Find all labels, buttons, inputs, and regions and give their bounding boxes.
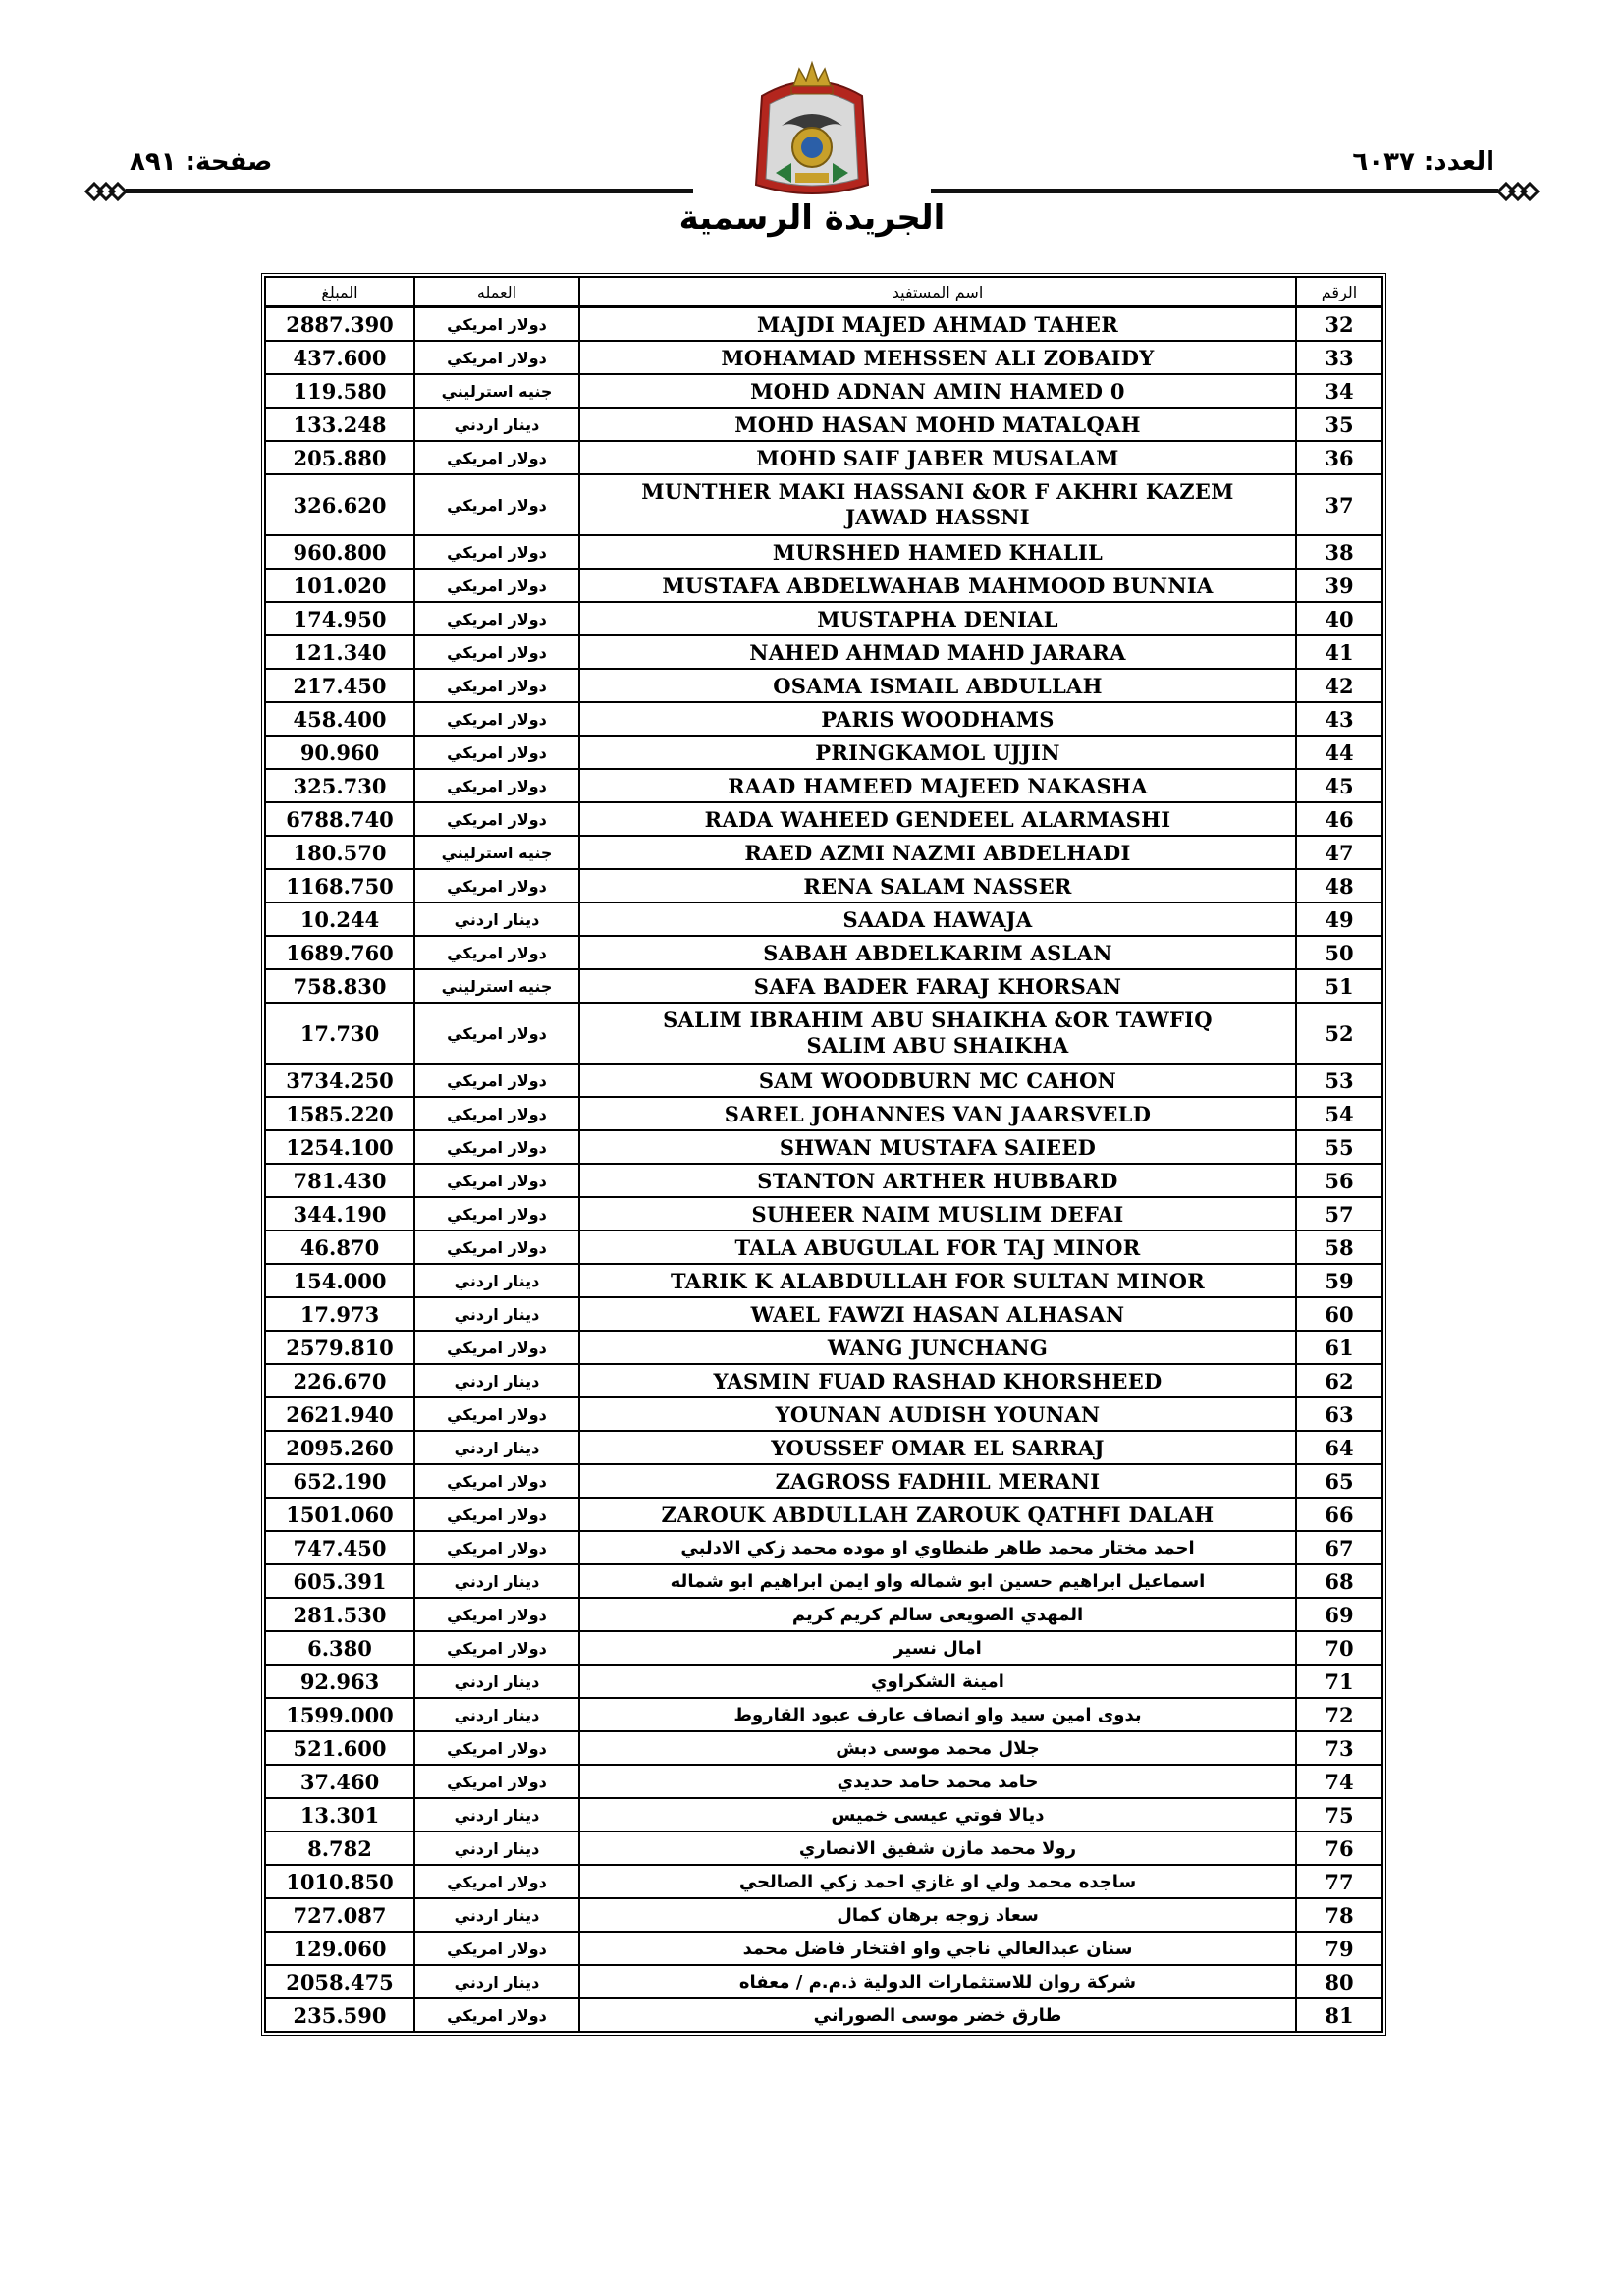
table-row (265, 1965, 1382, 1998)
amount-cell: 2887.390 (265, 307, 414, 341)
beneficiary-name-cell: RENA SALAM NASSER (579, 869, 1296, 902)
currency-cell: دينار اردني (414, 1898, 579, 1932)
row-number-cell: 59 (1296, 1264, 1382, 1297)
beneficiary-name-cell: MOHD ADNAN AMIN HAMED 0 (579, 374, 1296, 408)
row-number-cell: 77 (1296, 1865, 1382, 1898)
table-row (265, 1331, 1382, 1364)
beneficiary-name-cell: MUSTAPHA DENIAL (579, 602, 1296, 635)
row-number-cell: 35 (1296, 408, 1382, 441)
table-row (265, 1765, 1382, 1798)
amount-cell: 13.301 (265, 1798, 414, 1831)
currency-cell: دينار اردني (414, 1364, 579, 1397)
beneficiary-name-cell: MAJDI MAJED AHMAD TAHER (579, 307, 1296, 341)
beneficiary-name-cell: بدوى امين سيد واو انصاف عارف عبود القاروط (579, 1698, 1296, 1731)
currency-cell: دولار امريكي (414, 474, 579, 535)
table-row (265, 936, 1382, 969)
row-number-cell: 60 (1296, 1297, 1382, 1331)
row-number-cell: 54 (1296, 1097, 1382, 1130)
amount-cell: 46.870 (265, 1230, 414, 1264)
table-row (265, 1431, 1382, 1464)
row-number-cell: 48 (1296, 869, 1382, 902)
currency-cell: دولار امريكي (414, 1164, 579, 1197)
amount-cell: 344.190 (265, 1197, 414, 1230)
row-number-cell: 49 (1296, 902, 1382, 936)
table-row (265, 1364, 1382, 1397)
issue-number: العدد: ٦٠٣٧ (1352, 147, 1494, 177)
amount-cell: 205.880 (265, 441, 414, 474)
amount-cell: 521.600 (265, 1731, 414, 1765)
column-header-amount: المبلغ (265, 277, 414, 307)
beneficiary-name-cell: سنان عبدالعالي ناجي واو افتخار فاضل محمد (579, 1932, 1296, 1965)
row-number-cell: 64 (1296, 1431, 1382, 1464)
row-number-cell: 50 (1296, 936, 1382, 969)
row-number-cell: 52 (1296, 1003, 1382, 1064)
currency-cell: دولار امريكي (414, 1464, 579, 1498)
row-number-cell: 66 (1296, 1498, 1382, 1531)
amount-cell: 8.782 (265, 1831, 414, 1865)
table-row (265, 1932, 1382, 1965)
beneficiary-name-cell: SHWAN MUSTAFA SAIEED (579, 1130, 1296, 1164)
amount-cell: 17.973 (265, 1297, 414, 1331)
beneficiary-name-cell: سعاد زوجه برهان كمال (579, 1898, 1296, 1932)
row-number-cell: 43 (1296, 702, 1382, 736)
row-number-cell: 36 (1296, 441, 1382, 474)
row-number-cell: 63 (1296, 1397, 1382, 1431)
beneficiary-name-cell: YOUNAN AUDISH YOUNAN (579, 1397, 1296, 1431)
table-row (265, 1564, 1382, 1598)
amount-cell: 1168.750 (265, 869, 414, 902)
knot-ornament-icon (82, 177, 126, 206)
table-row (265, 969, 1382, 1003)
row-number-cell: 38 (1296, 535, 1382, 569)
beneficiary-name-cell: SAADA HAWAJA (579, 902, 1296, 936)
row-number-cell: 37 (1296, 474, 1382, 535)
amount-cell: 605.391 (265, 1564, 414, 1598)
row-number-cell: 57 (1296, 1197, 1382, 1230)
column-header-currency: العمله (414, 277, 579, 307)
currency-cell: دولار امريكي (414, 1064, 579, 1097)
column-header-beneficiary: اسم المستفيد (579, 277, 1296, 307)
amount-cell: 17.730 (265, 1003, 414, 1064)
amount-cell: 437.600 (265, 341, 414, 374)
currency-cell: دينار اردني (414, 1564, 579, 1598)
amount-cell: 2621.940 (265, 1397, 414, 1431)
row-number-cell: 40 (1296, 602, 1382, 635)
currency-cell: دولار امريكي (414, 1631, 579, 1665)
row-number-cell: 62 (1296, 1364, 1382, 1397)
currency-cell: دولار امريكي (414, 936, 579, 969)
table-row (265, 1731, 1382, 1765)
table-row (265, 374, 1382, 408)
currency-cell: دينار اردني (414, 902, 579, 936)
beneficiary-name-cell: MUSTAFA ABDELWAHAB MAHMOOD BUNNIA (579, 569, 1296, 602)
beneficiary-name-cell: NAHED AHMAD MAHD JARARA (579, 635, 1296, 669)
amount-cell: 3734.250 (265, 1064, 414, 1097)
beneficiary-name-cell: حامد محمد حامد حديدي (579, 1765, 1296, 1798)
beneficiary-name-cell: RAAD HAMEED MAJEED NAKASHA (579, 769, 1296, 802)
currency-cell: دولار امريكي (414, 1998, 579, 2032)
currency-cell: دينار اردني (414, 1965, 579, 1998)
beneficiary-name-cell: امينة الشكراوي (579, 1665, 1296, 1698)
row-number-cell: 32 (1296, 307, 1382, 341)
beneficiary-name-cell: SAFA BADER FARAJ KHORSAN (579, 969, 1296, 1003)
row-number-cell: 45 (1296, 769, 1382, 802)
currency-cell: دينار اردني (414, 408, 579, 441)
table-row (265, 341, 1382, 374)
beneficiary-name-cell: ZAGROSS FADHIL MERANI (579, 1464, 1296, 1498)
beneficiary-name-cell: MURSHED HAMED KHALIL (579, 535, 1296, 569)
amount-cell: 129.060 (265, 1932, 414, 1965)
currency-cell: دولار امريكي (414, 869, 579, 902)
amount-cell: 652.190 (265, 1464, 414, 1498)
row-number-cell: 81 (1296, 1998, 1382, 2032)
table-row (265, 635, 1382, 669)
currency-cell: دولار امريكي (414, 1531, 579, 1564)
currency-cell: دولار امريكي (414, 1865, 579, 1898)
beneficiary-name-cell: اسماعيل ابراهيم حسين ابو شماله واو ايمن ابراهيم ابو شماله (579, 1564, 1296, 1598)
beneficiary-name-cell: SAM WOODBURN MC CAHON (579, 1064, 1296, 1097)
row-number-cell: 34 (1296, 374, 1382, 408)
amount-cell: 1689.760 (265, 936, 414, 969)
currency-cell: دولار امريكي (414, 1003, 579, 1064)
amount-cell: 154.000 (265, 1264, 414, 1297)
currency-cell: دينار اردني (414, 1831, 579, 1865)
table-row (265, 902, 1382, 936)
row-number-cell: 41 (1296, 635, 1382, 669)
row-number-cell: 55 (1296, 1130, 1382, 1164)
table-row (265, 1130, 1382, 1164)
row-number-cell: 79 (1296, 1932, 1382, 1965)
beneficiary-name-cell: RADA WAHEED GENDEEL ALARMASHI (579, 802, 1296, 836)
beneficiary-name-cell: PARIS WOODHAMS (579, 702, 1296, 736)
amount-cell: 2095.260 (265, 1431, 414, 1464)
amount-cell: 119.580 (265, 374, 414, 408)
currency-cell: دولار امريكي (414, 1598, 579, 1631)
knot-ornament-icon (1498, 177, 1542, 206)
table-row (265, 1698, 1382, 1731)
currency-cell: دولار امريكي (414, 535, 579, 569)
amount-cell: 121.340 (265, 635, 414, 669)
table-row (265, 1865, 1382, 1898)
row-number-cell: 65 (1296, 1464, 1382, 1498)
amount-cell: 90.960 (265, 736, 414, 769)
currency-cell: دولار امريكي (414, 341, 579, 374)
table-row (265, 736, 1382, 769)
beneficiary-name-cell: WAEL FAWZI HASAN ALHASAN (579, 1297, 1296, 1331)
beneficiary-name-cell: WANG JUNCHANG (579, 1331, 1296, 1364)
table-row (265, 1798, 1382, 1831)
row-number-cell: 51 (1296, 969, 1382, 1003)
header-rule-left (126, 189, 693, 193)
row-number-cell: 61 (1296, 1331, 1382, 1364)
table-row (265, 535, 1382, 569)
amount-cell: 281.530 (265, 1598, 414, 1631)
amount-cell: 1254.100 (265, 1130, 414, 1164)
amount-cell: 458.400 (265, 702, 414, 736)
row-number-cell: 76 (1296, 1831, 1382, 1865)
table-row (265, 1264, 1382, 1297)
table-row (265, 1397, 1382, 1431)
currency-cell: جنيه استرليني (414, 836, 579, 869)
amount-cell: 2058.475 (265, 1965, 414, 1998)
beneficiary-name-cell: SABAH ABDELKARIM ASLAN (579, 936, 1296, 969)
table-row (265, 869, 1382, 902)
row-number-cell: 53 (1296, 1064, 1382, 1097)
amount-cell: 325.730 (265, 769, 414, 802)
table-row (265, 1898, 1382, 1932)
beneficiary-name-cell: PRINGKAMOL UJJIN (579, 736, 1296, 769)
amount-cell: 133.248 (265, 408, 414, 441)
currency-cell: دولار امريكي (414, 769, 579, 802)
table-row (265, 1631, 1382, 1665)
table-row (265, 1665, 1382, 1698)
beneficiary-name-cell: STANTON ARTHER HUBBARD (579, 1164, 1296, 1197)
table-row (265, 474, 1382, 535)
beneficiary-name-cell: RAED AZMI NAZMI ABDELHADI (579, 836, 1296, 869)
row-number-cell: 74 (1296, 1765, 1382, 1798)
beneficiary-name-cell: ديالا فوتي عيسى خميس (579, 1798, 1296, 1831)
beneficiary-name-cell: ساجده محمد ولي او غازي احمد زكي الصالحي (579, 1865, 1296, 1898)
currency-cell: دينار اردني (414, 1264, 579, 1297)
currency-cell: دينار اردني (414, 1698, 579, 1731)
amount-cell: 2579.810 (265, 1331, 414, 1364)
beneficiary-name-cell: ZAROUK ABDULLAH ZAROUK QATHFI DALAH (579, 1498, 1296, 1531)
table-row (265, 1998, 1382, 2032)
table-row (265, 569, 1382, 602)
row-number-cell: 33 (1296, 341, 1382, 374)
currency-cell: دينار اردني (414, 1297, 579, 1331)
table-row (265, 1064, 1382, 1097)
beneficiary-name-cell: SUHEER NAIM MUSLIM DEFAI (579, 1197, 1296, 1230)
beneficiary-name-cell: MOHD HASAN MOHD MATALQAH (579, 408, 1296, 441)
table-header-row (265, 277, 1382, 307)
table-row (265, 1164, 1382, 1197)
currency-cell: دولار امريكي (414, 1230, 579, 1264)
beneficiary-name-cell: MOHD SAIF JABER MUSALAM (579, 441, 1296, 474)
currency-cell: دولار امريكي (414, 441, 579, 474)
beneficiary-name-cell: MUNTHER MAKI HASSANI &OR F AKHRI KAZEM JAWAD HASSNI (579, 474, 1296, 535)
currency-cell: دولار امريكي (414, 602, 579, 635)
table-row (265, 1003, 1382, 1064)
row-number-cell: 72 (1296, 1698, 1382, 1731)
row-number-cell: 39 (1296, 569, 1382, 602)
table-row (265, 702, 1382, 736)
table-row (265, 1197, 1382, 1230)
currency-cell: دولار امريكي (414, 1097, 579, 1130)
row-number-cell: 73 (1296, 1731, 1382, 1765)
amount-cell: 101.020 (265, 569, 414, 602)
table-row (265, 836, 1382, 869)
currency-cell: دولار امريكي (414, 1331, 579, 1364)
currency-cell: دولار امريكي (414, 1197, 579, 1230)
table-row (265, 1831, 1382, 1865)
beneficiary-name-cell: المهدي الصويعى سالم كريم كريم (579, 1598, 1296, 1631)
currency-cell: جنيه استرليني (414, 374, 579, 408)
table-row (265, 441, 1382, 474)
amount-cell: 226.670 (265, 1364, 414, 1397)
beneficiary-name-cell: رولا محمد مازن شفيق الانصاري (579, 1831, 1296, 1865)
amount-cell: 235.590 (265, 1998, 414, 2032)
row-number-cell: 56 (1296, 1164, 1382, 1197)
currency-cell: دولار امريكي (414, 1498, 579, 1531)
row-number-cell: 69 (1296, 1598, 1382, 1631)
currency-cell: دولار امريكي (414, 569, 579, 602)
row-number-cell: 44 (1296, 736, 1382, 769)
currency-cell: دولار امريكي (414, 1130, 579, 1164)
row-number-cell: 46 (1296, 802, 1382, 836)
currency-cell: دولار امريكي (414, 1397, 579, 1431)
beneficiary-name-cell: MOHAMAD MEHSSEN ALI ZOBAIDY (579, 341, 1296, 374)
row-number-cell: 58 (1296, 1230, 1382, 1264)
row-number-cell: 75 (1296, 1798, 1382, 1831)
table-row (265, 1097, 1382, 1130)
page-number: صفحة: ٨٩١ (130, 147, 273, 177)
amount-cell: 6788.740 (265, 802, 414, 836)
table-row (265, 1498, 1382, 1531)
row-number-cell: 70 (1296, 1631, 1382, 1665)
table-row (265, 669, 1382, 702)
table-row (265, 1297, 1382, 1331)
currency-cell: جنيه استرليني (414, 969, 579, 1003)
column-header-number: الرقم (1296, 277, 1382, 307)
amount-cell: 1599.000 (265, 1698, 414, 1731)
table-row (265, 307, 1382, 341)
row-number-cell: 71 (1296, 1665, 1382, 1698)
beneficiary-name-cell: جلال محمد موسى دبش (579, 1731, 1296, 1765)
currency-cell: دولار امريكي (414, 669, 579, 702)
amount-cell: 1501.060 (265, 1498, 414, 1531)
row-number-cell: 67 (1296, 1531, 1382, 1564)
beneficiaries-table (261, 273, 1379, 2036)
currency-cell: دولار امريكي (414, 635, 579, 669)
amount-cell: 758.830 (265, 969, 414, 1003)
currency-cell: دينار اردني (414, 1665, 579, 1698)
beneficiary-name-cell: TALA ABUGULAL FOR TAJ MINOR (579, 1230, 1296, 1264)
currency-cell: دولار امريكي (414, 1932, 579, 1965)
beneficiary-name-cell: SALIM IBRAHIM ABU SHAIKHA &OR TAWFIQ SALIM ABU SHAIKHA (579, 1003, 1296, 1064)
amount-cell: 781.430 (265, 1164, 414, 1197)
currency-cell: دولار امريكي (414, 702, 579, 736)
currency-cell: دولار امريكي (414, 307, 579, 341)
amount-cell: 217.450 (265, 669, 414, 702)
table-row (265, 602, 1382, 635)
row-number-cell: 42 (1296, 669, 1382, 702)
amount-cell: 6.380 (265, 1631, 414, 1665)
beneficiary-name-cell: OSAMA ISMAIL ABDULLAH (579, 669, 1296, 702)
beneficiary-name-cell: TARIK K ALABDULLAH FOR SULTAN MINOR (579, 1264, 1296, 1297)
row-number-cell: 78 (1296, 1898, 1382, 1932)
row-number-cell: 80 (1296, 1965, 1382, 1998)
coat-of-arms-icon (752, 57, 872, 204)
table-row (265, 408, 1382, 441)
table-row (265, 1230, 1382, 1264)
beneficiary-name-cell: شركة روان للاستثمارات الدولية ذ.م.م / معفاه (579, 1965, 1296, 1998)
amount-cell: 10.244 (265, 902, 414, 936)
table-row (265, 1464, 1382, 1498)
table-row (265, 802, 1382, 836)
currency-cell: دولار امريكي (414, 736, 579, 769)
beneficiary-name-cell: YASMIN FUAD RASHAD KHORSHEED (579, 1364, 1296, 1397)
currency-cell: دولار امريكي (414, 1765, 579, 1798)
row-number-cell: 68 (1296, 1564, 1382, 1598)
currency-cell: دولار امريكي (414, 802, 579, 836)
currency-cell: دينار اردني (414, 1798, 579, 1831)
table-row (265, 1598, 1382, 1631)
table-row (265, 1531, 1382, 1564)
row-number-cell: 47 (1296, 836, 1382, 869)
beneficiary-name-cell: امال نسير (579, 1631, 1296, 1665)
beneficiary-name-cell: YOUSSEF OMAR EL SARRAJ (579, 1431, 1296, 1464)
amount-cell: 960.800 (265, 535, 414, 569)
gazette-title: الجريدة الرسمية (678, 198, 946, 238)
amount-cell: 92.963 (265, 1665, 414, 1698)
amount-cell: 180.570 (265, 836, 414, 869)
beneficiary-name-cell: احمد مختار محمد طاهر طنطاوي او موده محمد زكي الادلبي (579, 1531, 1296, 1564)
amount-cell: 747.450 (265, 1531, 414, 1564)
header-rule-right (931, 189, 1498, 193)
beneficiary-name-cell: SAREL JOHANNES VAN JAARSVELD (579, 1097, 1296, 1130)
amount-cell: 727.087 (265, 1898, 414, 1932)
currency-cell: دينار اردني (414, 1431, 579, 1464)
amount-cell: 174.950 (265, 602, 414, 635)
beneficiary-name-cell: طارق خضر موسى الصوراني (579, 1998, 1296, 2032)
table-row (265, 769, 1382, 802)
currency-cell: دولار امريكي (414, 1731, 579, 1765)
amount-cell: 1585.220 (265, 1097, 414, 1130)
amount-cell: 326.620 (265, 474, 414, 535)
amount-cell: 1010.850 (265, 1865, 414, 1898)
amount-cell: 37.460 (265, 1765, 414, 1798)
